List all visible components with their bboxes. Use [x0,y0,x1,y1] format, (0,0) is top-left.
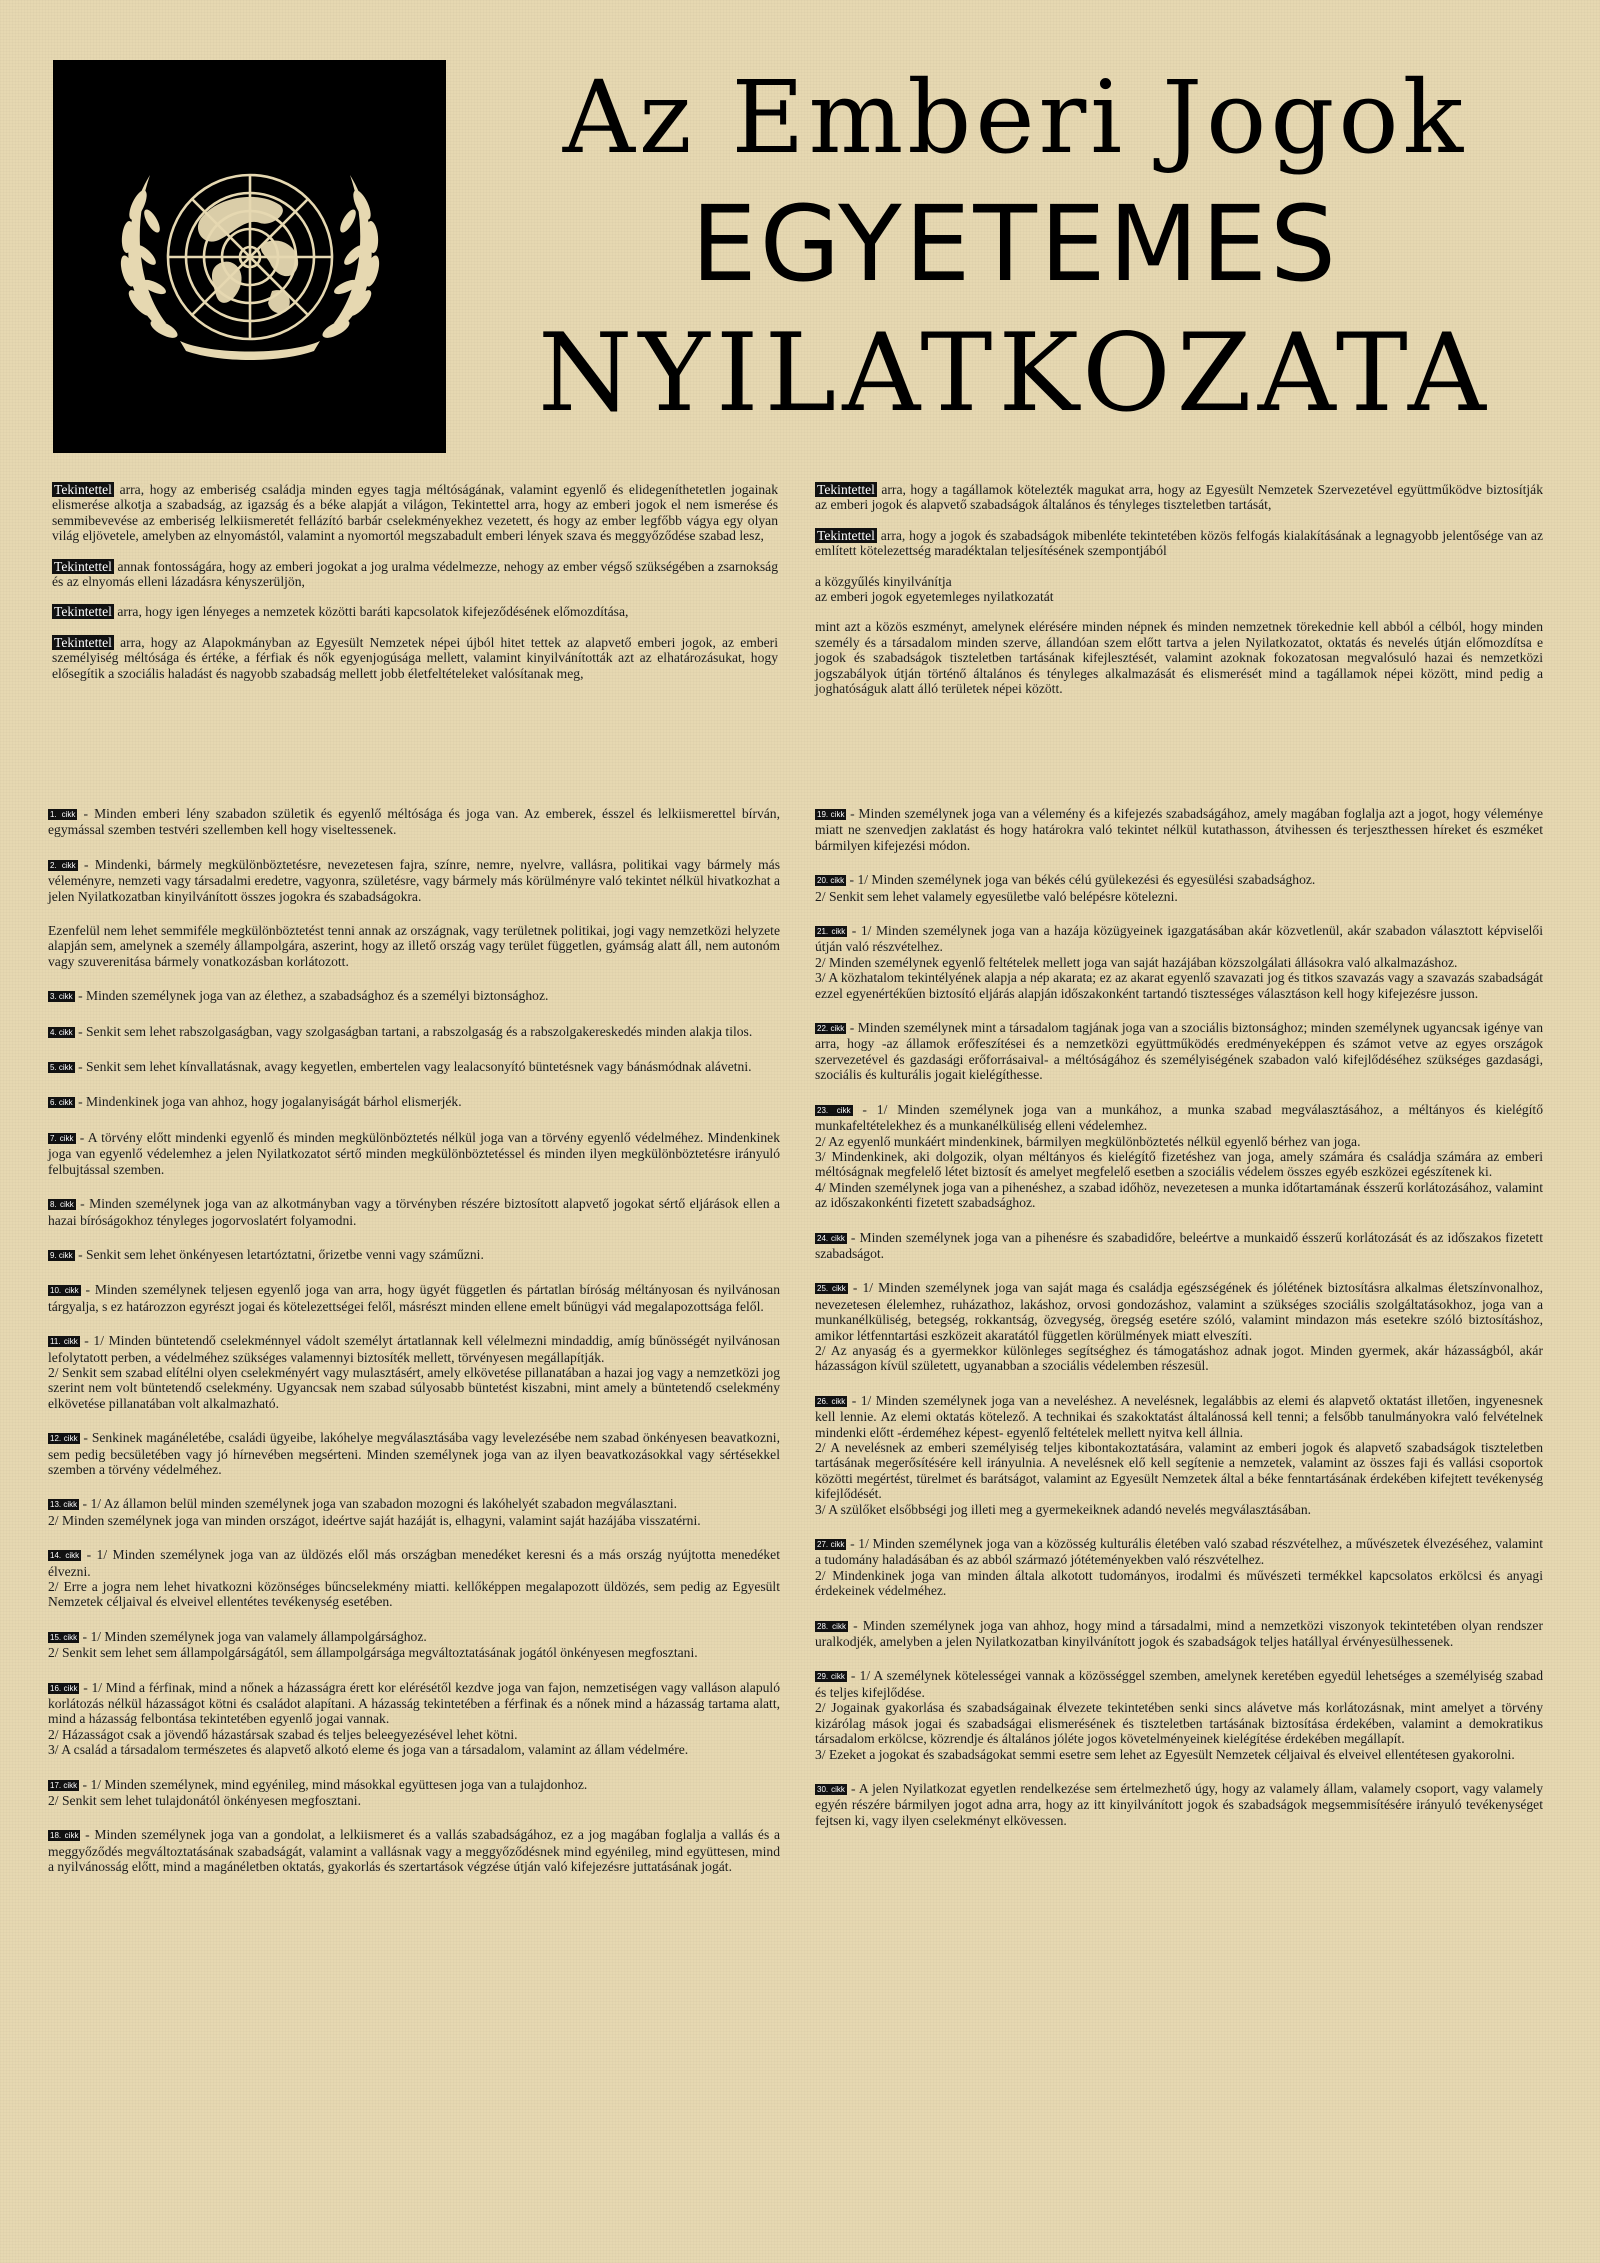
paragraph-text: Ezenfelül nem lehet semmiféle megkülönböztetést tenni annak az országnak, vagy területnek politikai, jogi vagy nemzetközi helyzete alapján sem, amelynek a személy állampolgára, aszerint, hogy az illető ország vagy terület független, gyámság alatt áll, nem autonóm vagy szuverenitása bármely vonatkozásban korlátozott. [48,923,780,969]
paragraph-text: - Minden személynek joga van a pihenésre és szabadidőre, beleértve a munkaidő ésszerű korlátozását és az időszakos fizetett szabadságot. [815,1229,1543,1261]
article-number-badge: 17. cikk [50,1780,78,1790]
paragraph-text: - A törvény előtt mindenki egyenlő és minden megkülönböztetés nélkül joga van a törvény egyenlő védelméhez. Mindenkinek joga van egyenlő védelemhez a jelen Nyilatkozatot sértő minden megkülönböztetéssel és minden ilyen megkülönböztetésre irányuló felbujtással szemben. [48,1129,781,1177]
article-number-badge: 2. cikk [50,860,76,870]
article-paragraph [48,1496,780,1528]
preamble-paragraph [52,635,778,681]
article-number-badge: 20. cikk [817,876,845,886]
paragraph-text: annak fontosságára, hogy az emberi jogokat a jog uralma védelmezze, nehogy az ember végső szükségében a zsarnokság és az elnyomás elleni lázadásra kényszerüljön, [52,558,778,590]
paragraph-text: mint azt a közös eszményt, amelynek elérésére minden népnek és minden nemzetnek törekednie kell abból a célból, hogy minden személy és a társadalom minden szerve, állandóan szem előtt tartva a jelen Nyilatkozatot, oktatás és nevelés útján előmozdítsa e jogok és szabadságok tiszteletben tartásának kifejlesztését, valamint azoknak fokozatosan megvalósuló hazai és nemzetközi jogszabályok útján történő általános és tényleges alkalmazását és elismerését mind a tagállamok népei között, mind pedig a joghatóságuk alatt álló területek népei között. [815,619,1543,697]
paragraph-text: - 1/ Az államon belül minden személynek joga van szabadon mozogni és lakóhelyét szabadon megválasztani. 2/ Minden személynek joga van minden országot, ideértve saját hazáját is, elhagyni, valamint saját hazájába visszatérni. [48,1496,701,1528]
article-paragraph [48,923,780,969]
paragraph-text: - 1/ Minden személynek joga van saját maga és családja egészségének és jólétének biztosításra alkalmas életszínvonalhoz, nevezetesen élelemhez, ruházathoz, lakáshoz, orvosi gondozáshoz, valamint a szükséges szociális szolgáltatásokhoz, joga van a munkanélküliség, betegség, rokkantság, özvegység, öregség esetére szóló, valamint mindazon más esetekre szóló biztosításhoz, amikor létfenntartási eszközeit akaratától független körülmények miatt elveszíti. 2/ Az anyaság és a gyermekkor különleges segítséghez és támogatáshoz adnak jogot. Minden gyermek, akár házasságból, akár házasságon kívül született, ugyanabban a szociális védelemben részesül. [815,1280,1543,1374]
paragraph-text: - Minden személynek teljesen egyenlő joga van arra, hogy ügyét független és pártatlan bíróság méltányosan és nyilvánosan tárgyalja, s ez határozzon egyrészt jogai és kötelezettségei felől, másrészt minden ellene emelt bűnügyi vád megalapozottsága felől. [48,1282,780,1314]
article-paragraph [815,923,1543,1001]
paragraph-text: - 1/ Minden személynek joga van az üldözés elől más országban menedéket keresni és a más ország nyújtotta menedéket élvezni. 2/ Erre a jogra nem lehet hivatkozni közönséges bűncselekmény miatti. kellőképpen megalapozott üldözés, sem pedig az Egyesült Nemzetek céljaival és elveivel ellentétes tevékenység esetében. [48,1547,780,1610]
preamble-paragraph [815,574,1543,605]
article-number-badge: 15. cikk [50,1632,78,1642]
article-number-badge: 12. cikk [50,1434,78,1444]
article-number-badge: 6. cikk [50,1098,73,1108]
paragraph-text: - Mindenkinek joga van ahhoz, hogy jogalanyiságát bárhol elismerjék. [74,1094,462,1110]
article-paragraph [48,857,780,904]
article-paragraph [815,1781,1543,1828]
paragraph-text: - Mindenki, bármely megkülönböztetésre, nevezetesen fajra, színre, nemre, nyelvre, vallásra, politikai vagy bármely más véleményre, nemzeti vagy társadalmi eredetre, vagyonra, születésre, vagy bármely más körülményre való tekintet nélkül hivatkozhat a jelen Nyilatkozatban kinyilvánított összes jogokra és szabadságokra. [48,856,781,904]
article-paragraph [815,1668,1543,1761]
article-paragraph [48,1680,780,1758]
paragraph-text: a közgyűlés kinyilvánítja az emberi jogok egyetemleges nyilatkozatát [815,573,1054,605]
paragraph-text: - 1/ Mind a férfinak, mind a nőnek a házasságra érett kor elérésétől kezdve joga van fajon, nemzetiségen vagy valláson alapuló korlátozás nélkül házasságot kötni és családot alapítani. A házasság tekintetében a férfinak és a nőnek mind a házasság tartama alatt, mind a házasság felbontása tekintetében egyenlő jogai vannak. 2/ Házasságot csak a jövendő házastársak szabad és teljes beleegyezésével lehet kötni. 3/ A család a társadalom természetes és alapvető alkotó eleme és joga van a társadalom, valamint az állam védelmére. [48,1679,781,1758]
paragraph-text: arra, hogy a jogok és szabadságok mibenléte tekintetében közös felfogás kialakításának a legnagyobb jelentősége van az említett kötelezettség maradéktalan teljesítésének szempontjából [815,527,1543,559]
article-number-badge: 24. cikk [817,1233,845,1243]
title-line-3: NYILATKOZATA [538,311,1492,436]
article-number-badge: 7. cikk [50,1133,74,1143]
article-number-badge: 27. cikk [817,1540,845,1550]
article-number-badge: 29. cikk [817,1672,845,1682]
paragraph-text: - 1/ Minden személynek joga van a közösség kulturális életében való szabad részvételhez, a művészetek élvezéséhez, valamint a tudomány haladásában és az abból származó jótéteményekben való részvételhez. 2/ Mindenkinek joga van minden általa alkotott tudományos, irodalmi és művészeti termékkel kapcsolatos erkölcsi és anyagi érdekeinek védelméhez. [815,1536,1543,1599]
article-paragraph [48,1024,780,1040]
preamble-paragraph [815,619,1543,696]
article-paragraph [48,1196,780,1228]
title-line-2: EGYETEMES [690,183,1340,305]
article-paragraph [815,1393,1543,1517]
article-paragraph [48,1130,780,1177]
paragraph-text: - Minden személynek mint a társadalom tagjának joga van a szociális biztonsághoz; minden személynek ugyancsak igénye van arra, hogy -az államok erőfeszítései és a nemzetközi együttműködés eredményeképpen és számot vetve az egyes országok szervezetével és gazdasági erőforrásaival- a méltóságához és személyiségének szabadon való kifejlődéséhez szükséges gazdasági, szociális és kulturális jogait kielégíthesse. [815,1020,1543,1083]
article-paragraph [48,1282,780,1314]
article-number-badge: 19. cikk [817,810,845,819]
paragraph-text: - Minden személynek joga van az alkotmányban vagy a törvényben részére biztosított alapvető jogokat sértő eljárások ellen a hazai bíróságokhoz tényleges jogorvoslatért folyamodni. [48,1196,781,1228]
preamble-paragraph [815,528,1543,559]
article-number-badge: 23. cikk [817,1105,851,1115]
paragraph-text: - Minden emberi lény szabadon születik és egyenlő méltósága és joga van. Az emberek, ésszel és lelkiismerettel bírván, egymással szemben testvéri szellemben kell hogy viseltessenek. [48,806,780,838]
article-paragraph [815,872,1543,904]
preamble-left-column [52,482,778,696]
title-line-1: Az Emberi Jogok [562,59,1468,176]
preamble-paragraph [815,482,1543,513]
paragraph-text: arra, hogy a tagállamok kötelezték magukat arra, hogy az Egyesült Nemzetek Szervezetével együttműködve biztosítják az emberi jogok és alapvető szabadságok általános és tényleges tiszteletben tartását, [815,482,1543,513]
article-number-badge: 5. cikk [50,1063,73,1073]
paragraph-text: - 1/ Minden személynek joga van a neveléshez. A nevelésnek, legalábbis az elemi és alapvető oktatást illetően, ingyenesnek kell lennie. Az elemi oktatás kötelező. A technikai és szakoktatást általánossá kell tenni; a felsőbb tanulmányokra való felvételnek mindenki előtt -érdeméhez képest- egyenlő feltételek mellett nyitva kell állnia. 2/ A nevelésnek az emberi személyiség teljes kibontakoztatására, valamint az emberi jogok és alapvető szabadságok tiszteletben tartásának megerősítésére kell irányulnia. A nevelésnek elő kell segítenie a nemzetek, valamint az összes faji és vallási csoportok közötti megértést, türelmet és barátságot, valamint az Egyesült Nemzetek által a béke fenntartásának érdekében kifejtett tevékenység kifejlődését. 3/ A szülőket elsőbbségi jog illeti meg a gyermekeiknek adandó nevelés megválasztásában. [815,1392,1543,1517]
articles-left-column [48,806,780,1894]
paragraph-text: - 1/ Minden személynek joga van valamely állampolgársághoz. 2/ Senkit sem lehet sem állampolgárságától, sem állampolgársága megváltoztatásának jogától önkényesen megfosztani. [48,1628,698,1661]
article-number-badge: 26. cikk [817,1396,846,1406]
tekintettel-tag: Tekintettel [54,482,112,497]
article-paragraph [48,1827,780,1874]
article-paragraph [48,1059,780,1075]
paragraph-text: - Senkit sem lehet rabszolgaságban, vagy szolgaságban tartani, a rabszolgaság és a rabszolgakereskedés minden alakja tilos. [74,1023,753,1039]
paragraph-text: - Senkit sem lehet önkényesen letartóztatni, őrizetbe venni vagy száműzni. [74,1246,484,1262]
tekintettel-tag: Tekintettel [54,634,112,650]
article-number-badge: 3. cikk [50,992,73,1002]
article-number-badge: 11. cikk [50,1337,78,1347]
article-paragraph [48,1333,780,1411]
article-paragraph [48,1430,780,1477]
article-number-badge: 4. cikk [50,1027,73,1037]
article-paragraph [48,806,780,838]
article-number-badge: 21. cikk [817,927,846,937]
article-paragraph [815,1280,1543,1373]
paragraph-text: - 1/ A személynek kötelességei vannak a közösséggel szemben, amelynek keretében egyedül lehetséges a személyiség szabad és teljes kifejlődése. 2/ Jogainak gyakorlása és szabadságainak élvezete tekintetében senki sincs alávetve más korlátozásnak, mint amelyet a törvény kizárólag mások jogai és szabadságai elismerésének és tiszteletben tartásának biztosítása érdekében, valamint a demokratikus társadalom erkölcse, közrendje és általános jóléte jogos követelményeinek kielégítése érdekében megállapít. 3/ Ezeket a jogokat és szabadságokat semmi esetre sem lehet az Egyesült Nemzetek céljaival és elveivel ellentétesen gyakorolni. [815,1668,1543,1762]
preamble-paragraph [52,559,778,590]
article-paragraph [815,1020,1543,1083]
paragraph-text: - 1/ Minden személynek joga van békés célú gyülekezési és egyesülési szabadsághoz. 2/ Senkit sem lehet valamely egyesületbe való belépésre kötelezni. [815,872,1316,904]
paragraph-text: arra, hogy igen lényeges a nemzetek közötti baráti kapcsolatok kifejeződésének előmozdítása, [113,604,629,620]
article-paragraph [48,1094,780,1110]
article-number-badge: 22. cikk [817,1024,845,1034]
tekintettel-tag: Tekintettel [817,527,875,543]
article-paragraph [815,1536,1543,1599]
paragraph-text: - 1/ Minden személynek joga van a hazája közügyeinek igazgatásában akár közvetlenül, akár szabadon választott képviselői útján való részvételhez. 2/ Minden személynek egyenlő feltételek mellett joga van saját hazájában közszolgálati állásokra való alkalmazáshoz. 3/ A közhatalom tekintélyének alapja a nép akarata; ez az akarat egyenlő szavazati jog és titkos szavazás vagy a szavazás szabadságát ezzel egyenértékűen biztosító eljárás alapján időszakonként tartandó tisztességes választáson kell hogy kifejezésre jusson. [815,923,1544,1001]
paragraph-text: - A jelen Nyilatkozat egyetlen rendelkezése sem értelmezhető úgy, hogy az valamely állam, valamely csoport, vagy valamely egyén részére bármilyen jogot adna arra, hogy az itt kinyilvánított jogok és szabadságok megsemmisítésére irányuló tevékenységet fejtsen ki, vagy ilyen cselekményt elkövessen. [815,1780,1543,1828]
article-paragraph [815,1230,1543,1262]
preamble-paragraph [52,604,778,619]
paragraph-text: - Minden személynek joga van a vélemény és a kifejezés szabadságához, amely magában foglalja azt a jogot, hogy véleménye miatt ne szenvedjen zaklatást és hogy határokra való tekintet nélkül kutathasson, átvihessen és terjeszthessen híreket és eszméket bármilyen kifejezési módon. [815,806,1543,853]
article-paragraph [815,1618,1543,1650]
paragraph-text: - 1/ Minden személynek joga van a munkához, a munka szabad megválasztásához, a méltányos és kielégítő munkafeltételekhez és a munkanélküliség elleni védelemhez. 2/ Az egyenlő munkáért mindenkinek, bármilyen megkülönböztetés nélkül egyenlő bérhez van joga. 3/ Mindenkinek, aki dolgozik, olyan méltányos és kielégítő fizetéshez van joga, amely számára és családja számára az emberi méltóságnak megfelelő létet biztosít és amelyet megfelelő esetben a szociális védelem összes egyéb eszközei egészítenek ki. 4/ Minden személynek joga van a pihenéshez, a szabad időhöz, nevezetesen a munka időtartamának ésszerű korlátozásához, valamint az időszakonkénti fizetett szabadsághoz. [815,1101,1544,1211]
article-number-badge: 18. cikk [50,1831,79,1841]
article-paragraph [815,806,1543,853]
article-paragraph [815,1102,1543,1211]
paragraph-text: arra, hogy az Alapokmányban az Egyesült Nemzetek népei újból hitet tettek az alapvető emberi jogok, az emberi személyiség méltósága és értéke, a férfiak és nők egyenjogúsága mellett, valamint kinyilvánították azt az elhatározásukat, hogy elősegítik a szociális haladást és nagyobb szabadság mellett jobb életfeltételeket valósítanak meg, [52,634,778,681]
paragraph-text: - Minden személynek joga van az élethez, a szabadsághoz és a személyi biztonsághoz. [74,988,549,1004]
article-number-badge: 25. cikk [817,1284,846,1294]
article-number-badge: 13. cikk [50,1500,78,1510]
article-number-badge: 30. cikk [817,1784,845,1794]
article-number-badge: 14. cikk [50,1551,80,1561]
paragraph-text: - 1/ Minden személynek, mind egyénileg, mind másokkal együttesen joga van a tulajdonhoz. 2/ Senkit sem lehet tulajdonától önkényesen megfosztani. [48,1776,588,1809]
paragraph-text: arra, hogy az emberiség családja minden egyes tagja méltóságának, valamint egyenlő és elidegeníthetetlen jogainak elismerése alkotja a szabadság, az igazság és a béke alapját a világon, Tekintettel arra, hogy az emberi jogok el nem ismerése és semmibevevése az emberiség lelkiismeretét fellázító barbár cselekményekhez vezetett, és hogy az ember legfőbb vágya egy olyan világ eljövetele, amelyben az elnyomástól, valamint a nyomortól megszabadult emberi lények szava és meggyőződése szabad lesz, [52,482,778,544]
paragraph-text: - 1/ Minden büntetendő cselekménnyel vádolt személyt ártatlannak kell vélelmezni mindaddig, amíg bűnösségét nyilvánosan lefolytatott perben, a védelméhez szükséges valamennyi biztosíték mellett, törvényesen megállapítják. 2/ Senkit sem szabad elítélni olyen cselekményért vagy mulasztásért, amely elkövetése pillanatában a hazai jog vagy a nemzetközi jog szerint nem volt büntetendő cselekmény. Ugyancsak nem szabad súlyosabb büntetést kiszabni, mint amely a büntetendő cselekmény elkövetése pillanatában volt alkalmazható. [48,1333,780,1411]
tekintettel-tag: Tekintettel [54,604,112,620]
paragraph-text: - Minden személynek joga van ahhoz, hogy mind a társadalmi, mind a nemzetközi viszonyok tekintetében olyan rendszer uralkodjék, amelyben a jelen Nyilatkozatban kinyilvánított jogok és szabadságok teljes hatállyal érvényesülhessenek. [815,1617,1543,1650]
article-number-badge: 16. cikk [50,1683,78,1693]
un-emblem-icon [100,107,400,407]
article-paragraph [48,988,780,1004]
tekintettel-tag: Tekintettel [54,558,112,574]
articles-right-column [815,806,1543,1847]
preamble-paragraph [52,482,778,544]
preamble-right-column [815,482,1543,711]
article-number-badge: 9. cikk [50,1250,73,1260]
article-paragraph [48,1247,780,1263]
paragraph-text: - Senkinek magánéletébe, családi ügyeibe, lakóhelye megválasztásába vagy levelezésébe nem szabad önkényesen beavatkozni, sem pedig becsületében vagy jó hírnevében megsérteni. Minden személynek joga van az ilyen beavatkozásokkal vagy sértésekkel szemben a törvény védelméhez. [48,1430,780,1477]
paragraph-text: - Minden személynek joga van a gondolat, a lelkiismeret és a vallás szabadságához, ez a jog magában foglalja a vallás és a meggyőződés megváltoztatásának szabadságát, valamint a vallásnak vagy a meggyőződésnek mind egyénileg, mind együttesen, mind a nyilvánosság előtt, mind a magánéletben oktatás, gyakorlás és szertartások végzése útján való kifejezésre juttatásának jogát. [48,1827,780,1875]
paragraph-text: - Senkit sem lehet kínvallatásnak, avagy kegyetlen, embertelen vagy lealacsonyító büntetésnek vagy bánásmódnak alávetni. [74,1059,752,1075]
article-paragraph [48,1777,780,1809]
article-paragraph [48,1547,780,1610]
article-number-badge: 8. cikk [50,1200,74,1210]
page-title [470,58,1560,458]
article-number-badge: 28. cikk [817,1621,846,1631]
article-number-badge: 10. cikk [50,1286,79,1296]
un-emblem-logo [53,60,446,453]
article-number-badge: 1. cikk [50,810,76,819]
tekintettel-tag: Tekintettel [817,482,875,497]
article-paragraph [48,1629,780,1661]
